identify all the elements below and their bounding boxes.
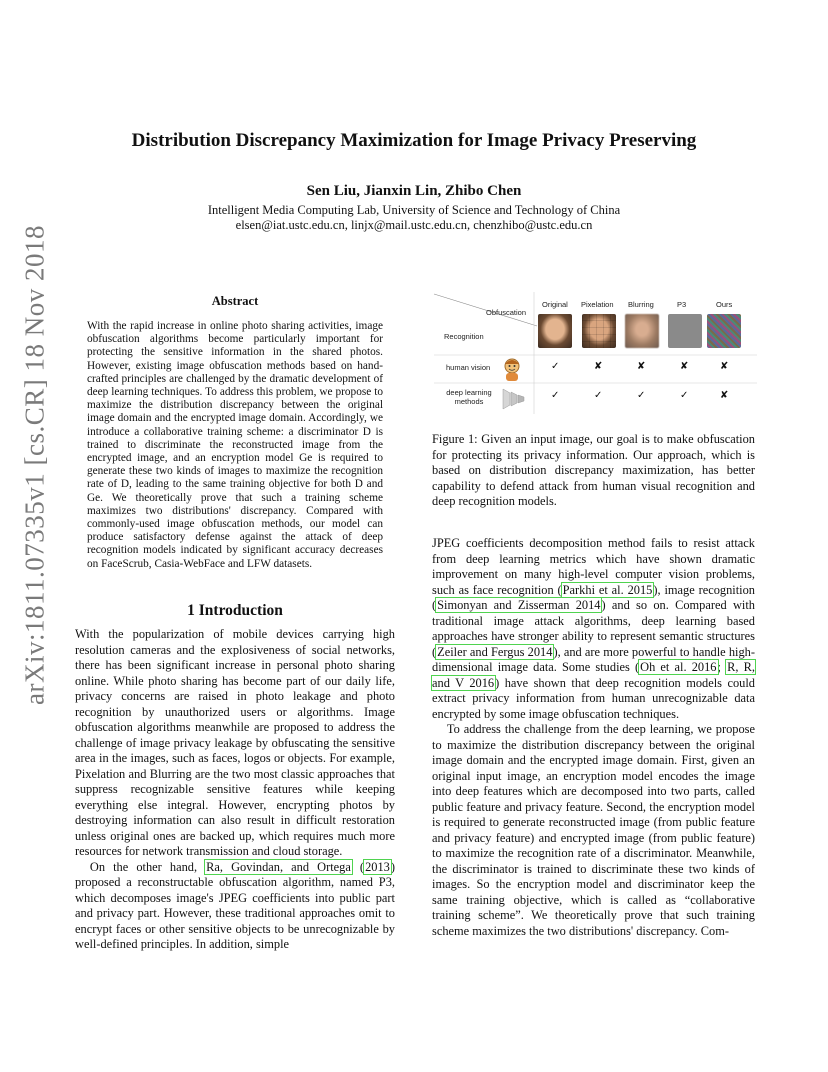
right-paragraph-2: To address the challenge from the deep learning, we propose to maximize the distribution discrepancy between the original image domain and the encrypted image domain. First, given an original input image, an encryption model encodes the image into deep features which are decomposed into two parts, called public feature and privacy feature. Second, the encryption model is required to generate reconstructed image (from public feature and privacy feature) and encrypted image (from public feature) to maximize the recognition rate of a discriminator. Meanwhile, the discriminator is trained to discriminate these two kinds of images. So the encryption model and discriminator keep the same training objective, which is called as “collaborative training scheme”. We theoretically prove that such training scheme maximizes the two distributions' discrepancy. Com- xyxy=(432,722,755,938)
human-cartoon-icon xyxy=(500,356,524,382)
abstract-heading: Abstract xyxy=(211,294,259,308)
intro-paragraph-2: On the other hand, Ra, Govindan, and Ortega (2013) proposed a reconstructable obfuscation algorithm, named P3, which decomposes image's JPEG coefficients into public part and privacy part. However, these traditional approaches omit to encrypt faces or other sensitive objects to be unrecognizable by well-defined principles. In addition, simple xyxy=(75,859,395,951)
citation-oh[interactable]: Oh et al. 2016 xyxy=(640,660,717,674)
blurred-face-image xyxy=(625,314,659,348)
ours-encrypted-image xyxy=(707,314,741,348)
mark-human-p3: ✘ xyxy=(680,361,689,372)
right-p1-text-f: ) have shown that deep recognition models could extract privacy information from human unrecognizable data encrypted by some image obfuscation techniques. xyxy=(432,675,756,721)
citation-link[interactable]: Ra, Govindan, and Ortega xyxy=(206,859,351,874)
mark-deep-original: ✓ xyxy=(551,390,560,401)
intro-column-right xyxy=(432,536,755,939)
original-face-image xyxy=(538,314,572,348)
citation-year-link[interactable]: 2013 xyxy=(365,859,390,874)
authors: Sen Liu, Jianxin Lin, Zhibo Chen xyxy=(306,183,522,199)
citation-simonyan[interactable]: Simonyan and Zisserman 2014 xyxy=(437,598,601,612)
col-header-ours: Ours xyxy=(716,300,733,309)
intro-p2-rest: proposed a reconstructable obfuscation algorithm, named P3, which decomposes image's JPEG coefficients into public part and privacy part. However, these traditional approaches omit to encrypt faces or other sensitive objects to be unrecognizable by well-defined principles. In addition, simple xyxy=(75,875,395,951)
intro-p2-lead: On the other hand, xyxy=(89,859,206,874)
col-header-p3: P3 xyxy=(677,300,687,309)
arxiv-stamp: arXiv:1811.07335v1 [cs.CR] 18 Nov 2018 xyxy=(19,225,50,705)
right-p1-text-e: ; xyxy=(717,660,727,674)
recognition-label: Recognition xyxy=(444,332,484,341)
mark-deep-pixelation: ✓ xyxy=(594,390,603,401)
right-p1-text-a: JPEG coefficients decomposition method fails to resist attack from deep learning metrics which have shown dramatic improvement on many high-level computer vision problems, such as face recognition ( xyxy=(432,536,755,597)
abstract-text: With the rapid increase in online photo sharing activities, image obfuscation algorithms become particularly important for protecting the sensitive information in the shared photos. However, existing image obfuscation methods based on hand-crafted principles are challenged by the dramatic development of deep learning techniques. To address this problem, we propose to maximize the distribution discrepancy between the original image domain and the encrypted image domain. Accordingly, we introduce a collaborative training scheme: a discriminator D is trained to discriminate the reconstructed image from the encrypted image, and an encryption model Ge is required to generate these two kinds of images to maximize the recognition rate of D, leading to the same training objective for both D and Ge. We theoretically prove that such a training scheme maximizes two distributions' discrepancy. Compared with commonly-used image obfuscation methods, our model can produce satisfactory defense against the attack of deep recognition models indicated by significant accuracy decreases on FaceScrub, Casia-WebFace and LFW datasets. xyxy=(87,320,383,570)
row-label-deep-learning: deep learning methods xyxy=(446,388,492,406)
mark-deep-ours: ✘ xyxy=(720,390,729,401)
mark-human-pixelation: ✘ xyxy=(594,361,603,372)
right-p1-text-b: ), image recognition ( xyxy=(432,582,756,612)
intro-column-left xyxy=(75,627,395,953)
citation-zeiler[interactable]: Zeiler and Fergus 2014 xyxy=(437,644,553,659)
right-paragraph-1 xyxy=(432,536,755,722)
col-header-pixelation: Pixelation xyxy=(581,300,614,309)
mark-human-ours: ✘ xyxy=(720,361,729,372)
row-label-human-vision: human vision xyxy=(446,363,491,372)
col-header-original: Original xyxy=(542,300,568,309)
intro-paragraph-1: With the popularization of mobile devices carrying high resolution cameras and the explosiveness of social networks, there has been significant increase in personal photo sharing online. While photo sharing has become part of our daily life, privacy concerns are raised in photo leakage and photo recognition by unauthorized users or algorithms. Image obfuscation algorithms meanwhile are proposed to address the challenge of image privacy leakage by obfuscating the sensitive area in the images, such as faces, logos or objects. For example, Pixelation and Blurring are the two most classic approaches that suppress recognizable sensitive features while keeping everything else integral. However, encrypting photos by destroying information can also result in difficult restoration unless original ones are backed up, which requires much more resources for network transmission and cloud storage. xyxy=(75,627,395,858)
citation-r-r-v[interactable]: R, R, and V 2016 xyxy=(432,660,755,690)
intro-heading: 1 Introduction xyxy=(187,602,283,619)
emails: elsen@iat.ustc.edu.cn, linjx@mail.ustc.edu.cn, chenzhibo@ustc.edu.cn xyxy=(235,218,593,232)
p3-encrypted-image xyxy=(668,314,702,348)
paper-title: Distribution Discrepancy Maximization for Image Privacy Preserving xyxy=(131,130,697,151)
right-p1-text-d: ), and are more powerful to handle high-dimensional image data. Some studies ( xyxy=(432,644,755,674)
mark-deep-blurring: ✓ xyxy=(637,390,646,401)
mark-human-blurring: ✘ xyxy=(637,361,646,372)
mark-human-original: ✓ xyxy=(551,361,560,372)
figure-1-caption: Figure 1: Given an input image, our goal is to make obfuscation for protecting its privacy information. Our approach, which is based on distribution discrepancy maximization, has better capability to defend attack from human visual recognition and deep recognition models. xyxy=(432,432,755,508)
neural-network-icon xyxy=(500,385,528,413)
obfuscation-label: Obfuscation xyxy=(486,308,527,317)
right-p1-text-c: ) and so on. Compared with traditional image attack algorithms, deep learning based approaches have stronger ability to represent semantic structures ( xyxy=(432,598,755,659)
affiliation: Intelligent Media Computing Lab, University of Science and Technology of China xyxy=(207,203,621,217)
pixelated-face-image xyxy=(582,314,616,348)
col-header-blurring: Blurring xyxy=(628,300,654,309)
figure-1 xyxy=(432,292,757,414)
citation-parkhi[interactable]: Parkhi et al. 2015 xyxy=(562,582,653,597)
mark-deep-p3: ✓ xyxy=(680,390,689,401)
